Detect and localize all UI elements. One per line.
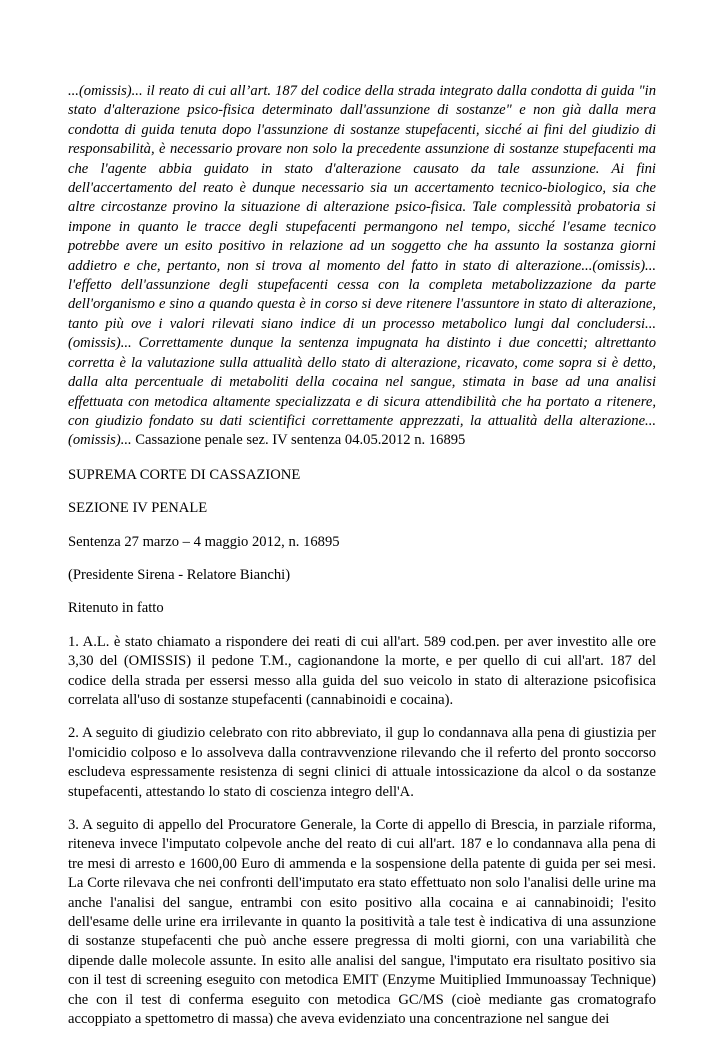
document-body <box>68 82 656 1043</box>
facts-heading: Ritenuto in fatto <box>68 600 164 617</box>
quote-citation: Cassazione penale sez. IV sentenza 04.05.2012 n. 16895 <box>131 432 466 449</box>
paragraph-3: 3. A seguito di appello del Procuratore Generale, la Corte di appello di Brescia, in parziale riforma, riteneva invece l'imputato colpevole anche del reato di cui all'art. 187 e lo condannava alla pena di tre mesi di arresto e 1600,00 Euro di ammenda e la sospensione della patente di guida per sei mesi. La Corte rilevava che nei confronti dell'imputato era stato effettuato non solo l'analisi delle urine ma anche l'analisi del sangue, entrambi con esito positivo alla cocaina e ai cannabinoidi; l'esito dell'esame delle urine era irrilevante in quanto la positività a tale test è indicativa di una assunzione di sostanze stupefacenti che può anche essere pregressa di molti giorni, con una variabilità che dipende dalle molecole assunte. In esito alle analisi del sangue, l'imputato era risultato positivo sia con il test di screening eseguito con metodica EMIT (Enzyme Muitiplied Immunoassay Technique) che con il test di conferma eseguito con metodica GC/MS (cioè mediante gas cromatografo accoppiato a spettometro di massa) che aveva evidenziato una concentrazione nel sangue dei <box>68 817 656 1028</box>
quote-text: ...(omissis)... il reato di cui all’art. 187 del codice della strada integrato dalla condotta di guida "in stato d'alterazione psico-fisica determinato dall'assunzione di sostanze" e non già dalla mera condotta di guida tenuta dopo l'assunzione di sostanze stupefacenti, sicché ai fini del giudizio di responsabilità, è necessario provare non solo la precedente assunzione di sostanze stupefacenti ma che l'agente abbia guidato in stato d'alterazione causato da tale assunzione. Ai fini dell'accertamento del reato è dunque necessario sia un accertamento tecnico-biologico, sia che altre circostanze provino la situazione di alterazione psico-fisica. Tale complessità probatoria si impone in quanto le tracce degli stupefacenti permangono nel tempo, sicché l'esame tecnico potrebbe avere un esito positivo in relazione ad un soggetto che ha assunto la sostanza giorni addietro e che, pertanto, non si trova al momento del fatto in stato di alterazione...(omissis)... l'effetto dell'assunzione degli stupefacenti cessa con la completa metabolizzazione da parte dell'organismo e sino a quando questa è in corso si deve ritenere l'assuntore in stato di alterazione, tanto più ove i valori rilevati siano indice di un processo metabolico lungi dal concludersi...(omissis)... Correttamente dunque la sentenza impugnata ha distinto i due concetti; altrettanto corretta è la valutazione sulla attualità dello stato di alterazione, ricavato, come sopra si è detto, dalla alta percentuale di metaboliti della cocaina nel sangue, stimata in base ad una analisi effettuata con metodica altamente specializzata e di sicura attendibilità che ha portato a ritenere, con giudizio fondato su dati scientifici correttamente apprezzati, la attualità della alterazione...(omissis)... <box>68 83 656 449</box>
paragraph-1: 1. A.L. è stato chiamato a rispondere dei reati di cui all'art. 589 cod.pen. per aver investito alle ore 3,30 del (OMISSIS) il pedone T.M., cagionandone la morte, e per quello di cui all'art. 187 del codice della strada per essersi messo alla guida del suo veicolo in stato di alterazione psicofisica correlata all'uso di sostanze stupefacenti (cannabinoidi e cocaina). <box>68 633 656 708</box>
quoted-excerpt <box>68 82 656 451</box>
court-section: SEZIONE IV PENALE <box>68 500 208 517</box>
sentence-reference: Sentenza 27 marzo – 4 maggio 2012, n. 16895 <box>68 533 340 550</box>
paragraph-2: 2. A seguito di giudizio celebrato con rito abbreviato, il gup lo condannava alla pena di giustizia per l'omicidio colposo e lo assolveva dalla contravvenzione rilevando che il referto del pronto soccorso escludeva espressamente resistenza di segni clinici di attuale intossicazione da alcol o da sostanze stupefacenti, attestando lo stato di coscienza integro dell'A. <box>68 725 656 800</box>
judges-line: (Presidente Sirena - Relatore Bianchi) <box>68 566 291 583</box>
court-name: SUPREMA CORTE DI CASSAZIONE <box>68 466 301 483</box>
